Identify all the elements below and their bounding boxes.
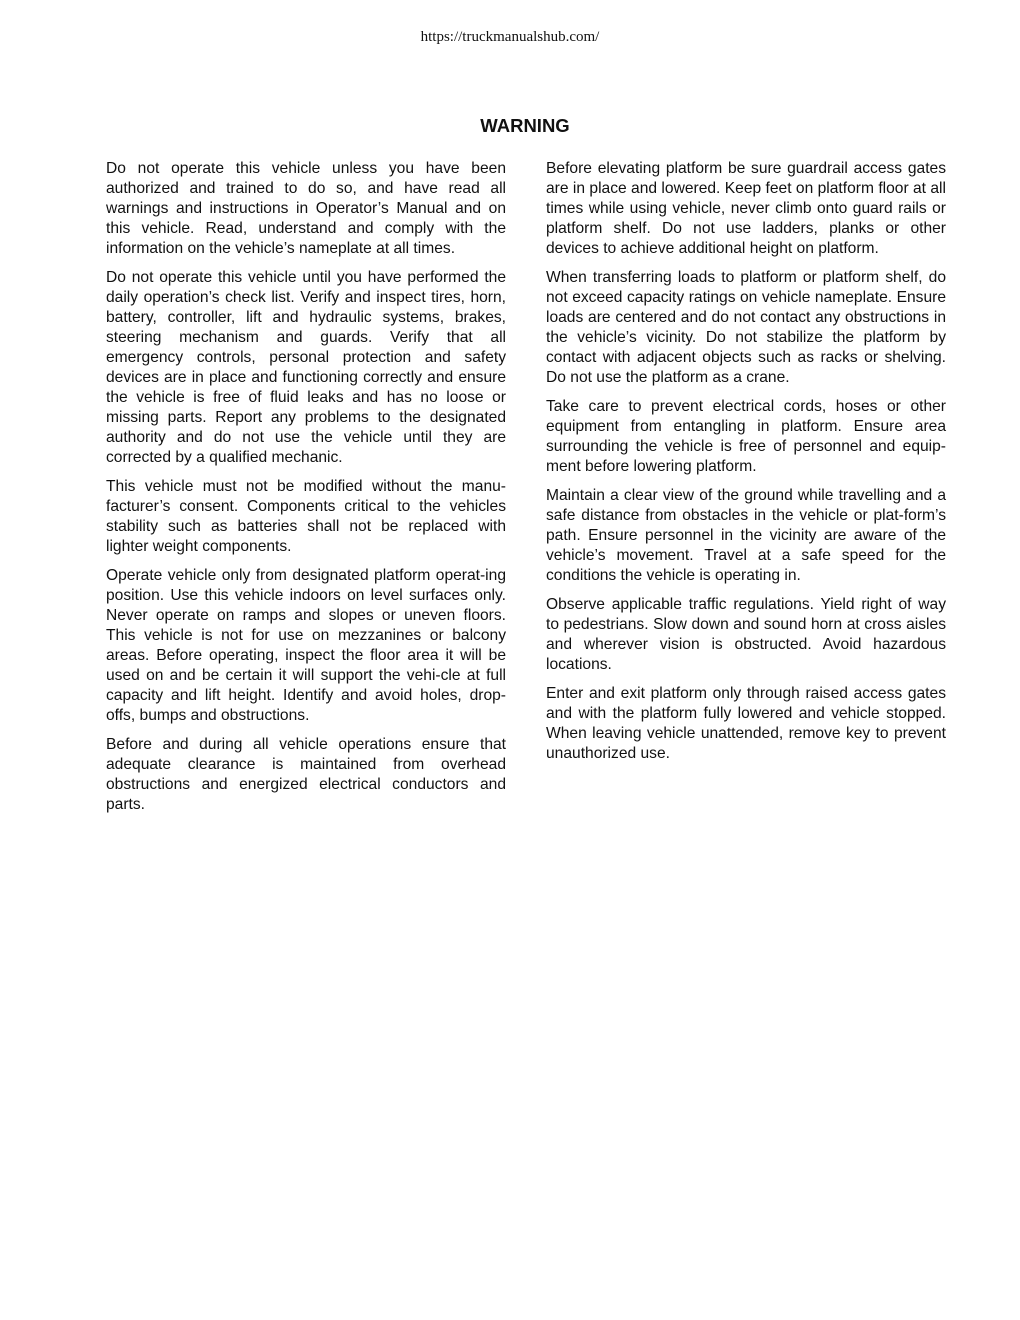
paragraph-clear-view: Maintain a clear view of the ground while travelling and a safe distance from obstacles in the vehicle or plat-form’s path. Ensure personnel in the vicinity are aware of the vehicle’s movement. Travel at a safe speed for the conditions the vehicle is operating in. [546,487,946,584]
right-column [546,159,946,773]
paragraph-entanglement: Take care to prevent electrical cords, hoses or other equipment from entangling in platform. Ensure area surrounding the vehicle is free of personnel and equip-ment before lowering platform. [546,398,946,475]
source-url: https://truckmanualshub.com/ [420,29,600,45]
paragraph-transferring-loads: When transferring loads to platform or platform shelf, do not exceed capacity ratings on vehicle nameplate. Ensure loads are centered and do not contact any obstructions in the vehicle’s vicinity. Do not stabilize the platform by contact with adjacent objects such as racks or shelving. Do not use the platform as a crane. [546,269,946,386]
paragraph-authorization: Do not operate this vehicle unless you have been authorized and trained to do so, and have read all warnings and instructions in Operator’s Manual and on this vehicle. Read, understand and comply with the information on the vehicle’s nameplate at all times. [106,160,506,257]
paragraph-traffic-regulations: Observe applicable traffic regulations. Yield right of way to pedestrians. Slow down and sound horn at cross aisles and wherever vision is obstructed. Avoid hazardous locations. [546,596,946,673]
left-column [106,159,506,824]
paragraph-enter-exit: Enter and exit platform only through raised access gates and with the platform fully lowered and vehicle stopped. When leaving vehicle unattended, remove key to prevent unauthorized use. [546,685,946,762]
paragraph-operating-position: Operate vehicle only from designated platform operat-ing position. Use this vehicle indoors on level surfaces only. Never operate on ramps and slopes or uneven floors. This vehicle is not for use on mezzanines or balcony areas. Before operating, inspect the floor area it will be used on and be certain it will support the vehi-cle at full capacity and lift height. Identify and avoid holes, drop-offs, bumps and obstructions. [106,567,506,724]
paragraph-elevating-platform: Before elevating platform be sure guardrail access gates are in place and lowered. Keep feet on platform floor at all times while using vehicle, never climb onto guard rails or platform shelf. Do not use ladders, planks or other devices to achieve additional height on platform. [546,160,946,257]
warning-title: WARNING [480,115,570,136]
paragraph-overhead-clearance: Before and during all vehicle operations ensure that adequate clearance is maintained from overhead obstructions and energized electrical conductors and parts. [106,736,506,813]
paragraph-daily-checklist: Do not operate this vehicle until you have performed the daily operation’s check list. Verify and inspect tires, horn, battery, controller, lift and hydraulic systems, brakes, steering mechanism and guards. Verify that all emergency controls, personal protection and safety devices are in place and functioning correctly and ensure the vehicle is free of fluid leaks and has no loose or missing parts. Report any problems to the designated authority and do not use the vehicle until they are corrected by a qualified mechanic. [106,269,506,466]
paragraph-modification: This vehicle must not be modified without the manu-facturer’s consent. Components critical to the vehicles stability such as batteries shall not be replaced with lighter weight components. [106,478,506,555]
